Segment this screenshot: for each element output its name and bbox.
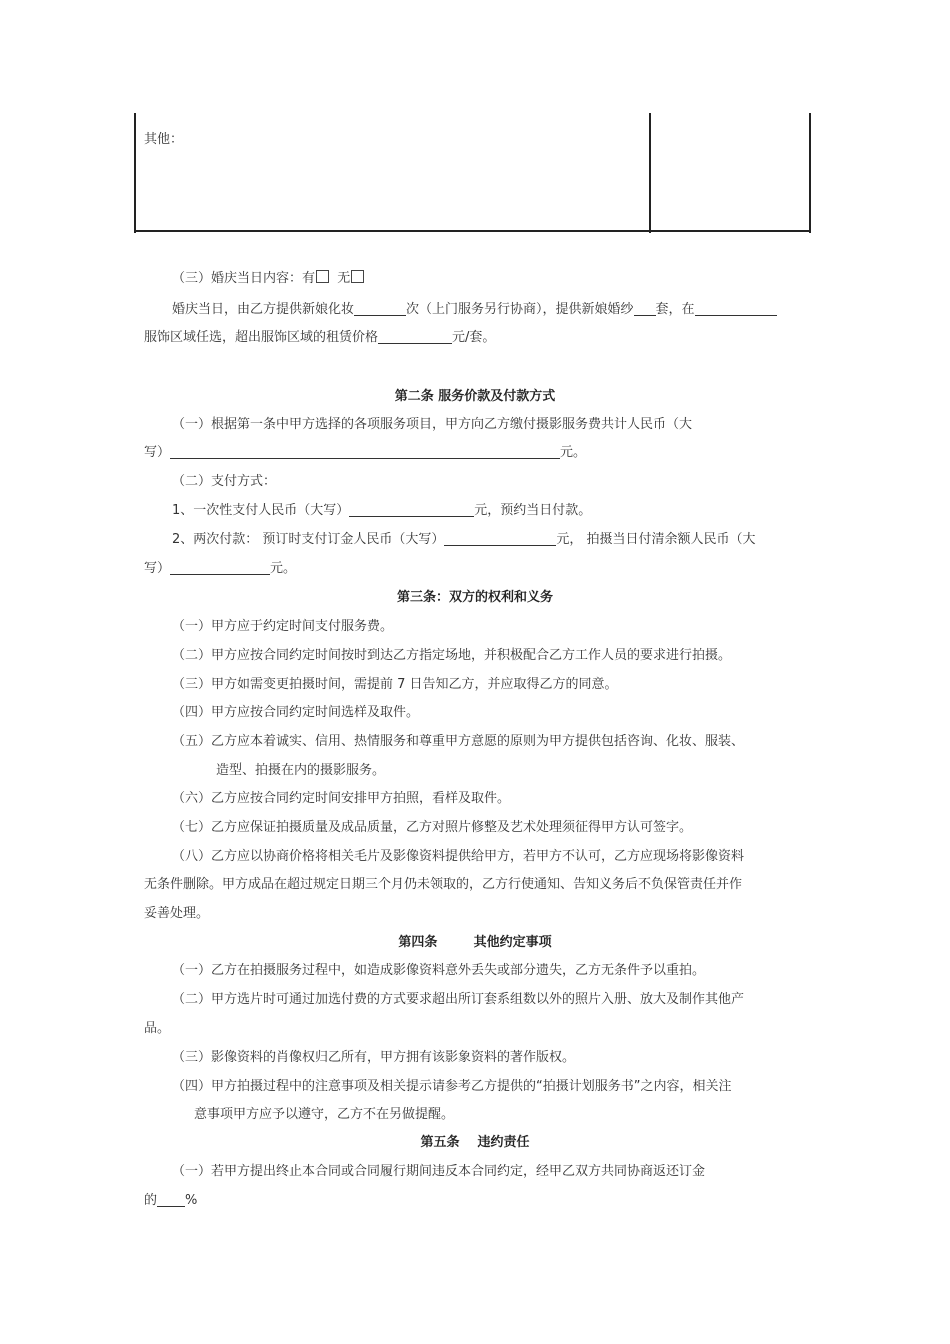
article-3-item-2: （二）甲方应按合同约定时间按时到达乙方指定场地，并积极配合乙方工作人员的要求进行拍摄。 [172, 648, 732, 663]
article-3-item-8-cont-1: 无条件删除。甲方成品在超过规定日期三个月仍未领取的，乙方行使通知、告知义务后不负保管责任并作 [144, 877, 743, 892]
article-4-item-4: （四）甲方拍摄过程中的注意事项及相关提示请参考乙方提供的“拍摄计划服务书”之内容，相关注 [172, 1079, 732, 1094]
article-2-one-time-payment [172, 502, 591, 520]
blank-balance-amount[interactable] [170, 560, 270, 575]
article-4-title: 第四条 其他约定事项 [398, 935, 552, 950]
text-segment: 2、两次付款： 预订时支付订金人民币（大写） [172, 532, 445, 547]
article-4-item-3: （三）影像资料的肖像权归乙所有，甲方拥有该影象资料的著作版权。 [172, 1050, 576, 1065]
article-3-item-8: （八）乙方应以协商价格将相关毛片及影像资料提供给甲方，若甲方不认可，乙方应现场将影像资料 [172, 849, 745, 864]
article-4-item-2: （二）甲方选片时可通过加选付费的方式要求超出所订套系组数以外的照片入册、放大及制作其他产 [172, 992, 745, 1007]
table-left-border [134, 113, 136, 233]
article-3-item-8-cont-2: 妥善处理。 [144, 906, 210, 921]
text-segment: 元。 [270, 561, 297, 576]
text-segment: 写） [144, 445, 171, 460]
text-segment: 元。 [560, 445, 587, 460]
text-segment: % [185, 1193, 198, 1208]
article-3-item-1: （一）甲方应于约定时间支付服务费。 [172, 619, 394, 634]
article-3-item-7: （七）乙方应保证拍摄质量及成品质量，乙方对照片修整及艺术处理须征得甲方认可签字。 [172, 820, 693, 835]
article-4-item-4-cont: 意事项甲方应予以遵守，乙方不在另做提醒。 [194, 1107, 455, 1122]
blank-one-time-amount[interactable] [349, 502, 474, 517]
article-2-p1-line2 [144, 444, 586, 462]
text-segment: 服饰区域任选，超出服饰区域的租赁价格 [144, 330, 379, 345]
blank-total-fee[interactable] [170, 444, 560, 459]
wedding-day-none-label: 无 [329, 271, 351, 286]
blank-deposit-amount[interactable] [444, 531, 556, 546]
checkbox-yes-icon[interactable] [316, 270, 329, 283]
table-bottom-border [134, 230, 811, 232]
table-column-divider [649, 113, 651, 233]
article-3-item-5-cont: 造型、拍摄在内的摄影服务。 [216, 763, 386, 778]
article-5-item-1: （一）若甲方提出终止本合同或合同履行期间违反本合同约定，经甲乙双方共同协商返还订金 [172, 1164, 706, 1179]
article-5-title: 第五条 违约责任 [420, 1135, 530, 1150]
wedding-day-line-1 [172, 301, 777, 319]
text-segment: 婚庆当日，由乙方提供新娘化妆 [172, 302, 355, 317]
text-segment: 次（上门服务另行协商），提供新娘婚纱 [406, 302, 634, 317]
wedding-day-line-2 [144, 329, 495, 347]
blank-rental-price[interactable] [378, 329, 452, 344]
checkbox-no-icon[interactable] [351, 270, 364, 283]
text-segment: 元/套。 [452, 330, 496, 345]
article-3-item-4: （四）甲方应按合同约定时间选样及取件。 [172, 705, 420, 720]
blank-dress-sets[interactable] [634, 301, 656, 316]
article-2-payment-method: （二）支付方式： [172, 474, 277, 489]
table-cell-other-label: 其他： [144, 132, 184, 147]
article-3-title: 第三条：双方的权利和义务 [396, 590, 553, 605]
wedding-day-label: （三）婚庆当日内容：有 [172, 271, 316, 286]
article-2-two-payments [172, 531, 756, 549]
blank-makeup-times[interactable] [354, 301, 406, 316]
article-5-item-1-cont [144, 1192, 197, 1210]
article-2-title: 第二条 服务价款及付款方式 [394, 389, 556, 404]
article-2-balance-line [144, 560, 296, 578]
table-right-border [809, 113, 811, 233]
text-segment: 1、一次性支付人民币（大写） [172, 503, 350, 518]
text-segment: 元，预约当日付款。 [474, 503, 592, 518]
service-table-fragment [134, 113, 811, 232]
text-segment: 元， 拍摄当日付清余额人民币（大 [556, 532, 756, 547]
blank-dress-area[interactable] [695, 301, 777, 316]
text-segment: 的 [144, 1193, 158, 1208]
article-2-p1-line1: （一）根据第一条中甲方选择的各项服务项目，甲方向乙方缴付摄影服务费共计人民币（大 [172, 417, 693, 432]
article-4-item-2-cont: 品。 [144, 1021, 171, 1036]
text-segment: 套，在 [655, 302, 695, 317]
article-3-item-5: （五）乙方应本着诚实、信用、热情服务和尊重甲方意愿的原则为甲方提供包括咨询、化妆、服装、 [172, 734, 745, 749]
wedding-day-heading [172, 270, 364, 288]
text-segment: 写） [144, 561, 171, 576]
article-3-item-6: （六）乙方应按合同约定时间安排甲方拍照，看样及取件。 [172, 791, 511, 806]
article-4-item-1: （一）乙方在拍摄服务过程中，如造成影像资料意外丢失或部分遗失，乙方无条件予以重拍。 [172, 963, 706, 978]
blank-refund-percent[interactable] [157, 1192, 185, 1207]
article-3-item-3: （三）甲方如需变更拍摄时间，需提前 7 日告知乙方，并应取得乙方的同意。 [172, 677, 618, 692]
